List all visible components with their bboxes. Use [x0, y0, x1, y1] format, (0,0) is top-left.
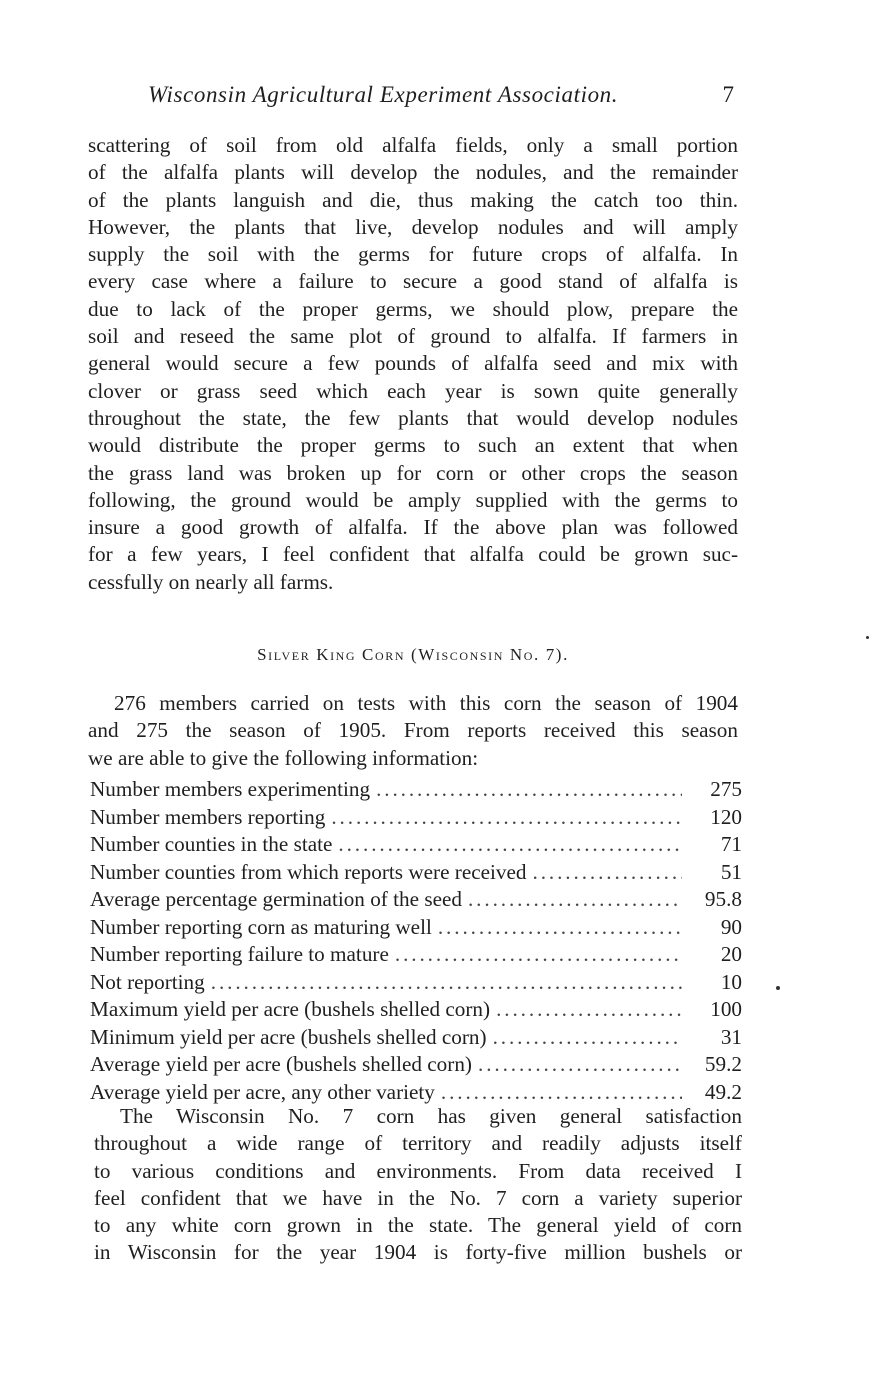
stat-label: Average percentage germination of the seed	[90, 887, 462, 911]
text-line: scattering of soil from old alfalfa fields, only a small portion	[88, 133, 738, 157]
stat-row	[90, 804, 742, 832]
stat-label: Average yield per acre (bushels shelled corn)	[90, 1052, 472, 1076]
text-line: of the plants languish and die, thus making the catch too thin.	[88, 187, 738, 212]
stat-label: Number counties in the state	[90, 832, 333, 856]
dot-leader	[533, 859, 682, 887]
text-line: supply the soil with the germs for future crops of alfalfa. In	[88, 242, 738, 267]
dot-leader	[395, 941, 682, 969]
stat-value: 20	[720, 942, 742, 966]
stat-row	[90, 831, 742, 859]
paragraph-conclusion	[94, 1103, 742, 1267]
text-line: and 275 the season of 1905. From reports received this season	[88, 718, 738, 743]
text-line: to various conditions and environments. From data received I	[94, 1158, 742, 1183]
stat-value: 71	[720, 832, 742, 856]
stat-row	[90, 996, 742, 1024]
stat-label: Number reporting failure to mature	[90, 942, 389, 966]
stat-label: Maximum yield per acre (bushels shelled corn)	[90, 997, 491, 1021]
text-line: general would secure a few pounds of alfalfa seed and mix with	[88, 351, 738, 376]
text-line: feel confident that we have in the No. 7 corn a variety superior	[94, 1185, 742, 1210]
stat-label: Average yield per acre, any other variety	[90, 1079, 435, 1104]
text-line: the grass land was broken up for corn or other crops the season	[88, 460, 738, 485]
dot-leader	[441, 1079, 682, 1107]
text-line: to any white corn grown in the state. The general yield of corn	[94, 1213, 742, 1238]
stat-row	[90, 969, 742, 997]
dot-leader	[211, 969, 682, 997]
page-number: 7	[722, 82, 734, 107]
stat-value: 95.8	[704, 887, 742, 911]
text-line: following, the ground would be amply supplied with the germs to	[88, 487, 738, 512]
text-line: The Wisconsin No. 7 corn has given general satisfaction	[120, 1104, 742, 1128]
text-line: would distribute the proper germs to such an extent that when	[88, 433, 738, 458]
stat-row	[90, 1024, 742, 1052]
text-line: soil and reseed the same plot of ground to alfalfa. If farmers in	[88, 324, 738, 349]
text-line: insure a good growth of alfalfa. If the above plan was followed	[88, 515, 738, 540]
stat-label: Minimum yield per acre (bushels shelled corn)	[90, 1024, 487, 1049]
section-heading: Silver King Corn (Wisconsin No. 7).	[257, 645, 569, 664]
stat-row	[90, 941, 742, 969]
stat-value: 59.2	[704, 1052, 742, 1076]
text-line: clover or grass seed which each year is sown quite generally	[88, 378, 738, 403]
paragraph-intro	[88, 690, 738, 772]
stat-value: 31	[720, 1024, 742, 1049]
dot-leader	[438, 914, 682, 942]
text-line: cessfully on nearly all farms.	[88, 569, 334, 594]
text-line: of the alfalfa plants will develop the nodules, and the remainder	[88, 160, 738, 185]
text-line: throughout a wide range of territory and readily adjusts itself	[94, 1131, 742, 1156]
text-line: However, the plants that live, develop nodules and will amply	[88, 214, 738, 239]
stat-value: 100	[710, 997, 742, 1021]
dot-leader	[376, 776, 682, 804]
stat-value: 51	[720, 859, 742, 884]
dot-leader	[493, 1024, 682, 1052]
stat-label: Number members reporting	[90, 804, 326, 829]
running-header-title: Wisconsin Agricultural Experiment Association.	[148, 82, 619, 107]
stat-label: Number counties from which reports were received	[90, 859, 527, 884]
text-line: every case where a failure to secure a good stand of alfalfa is	[88, 269, 738, 294]
stat-row	[90, 914, 742, 942]
print-speck	[866, 636, 869, 639]
dot-leader	[338, 831, 682, 859]
stat-row	[90, 886, 742, 914]
text-line: 276 members carried on tests with this corn the season of 1904	[114, 691, 738, 715]
stat-value: 275	[710, 777, 742, 801]
stat-row	[90, 776, 742, 804]
paragraph-alfalfa	[88, 132, 738, 596]
running-header	[88, 82, 740, 112]
dot-leader	[331, 804, 682, 832]
stat-row	[90, 1051, 742, 1079]
dot-leader	[478, 1051, 682, 1079]
dot-leader	[468, 886, 682, 914]
stat-value: 49.2	[704, 1079, 742, 1104]
text-line: throughout the state, the few plants that would develop nodules	[88, 405, 738, 430]
text-line: in Wisconsin for the year 1904 is forty-five million bushels or	[94, 1240, 742, 1265]
stat-label: Number members experimenting	[90, 777, 371, 801]
stat-label: Not reporting	[90, 969, 205, 994]
text-line: due to lack of the proper germs, we should plow, prepare the	[88, 296, 738, 321]
stat-value: 120	[710, 804, 742, 829]
stats-table	[90, 776, 742, 1106]
stat-value: 10	[720, 969, 742, 994]
stat-label: Number reporting corn as maturing well	[90, 914, 432, 939]
stat-row	[90, 1079, 742, 1107]
text-line: for a few years, I feel confident that alfalfa could be grown suc-	[88, 542, 738, 567]
stat-value: 90	[720, 914, 742, 939]
stat-row	[90, 859, 742, 887]
print-speck	[776, 986, 780, 990]
text-line: we are able to give the following information:	[88, 745, 479, 770]
dot-leader	[496, 996, 682, 1024]
